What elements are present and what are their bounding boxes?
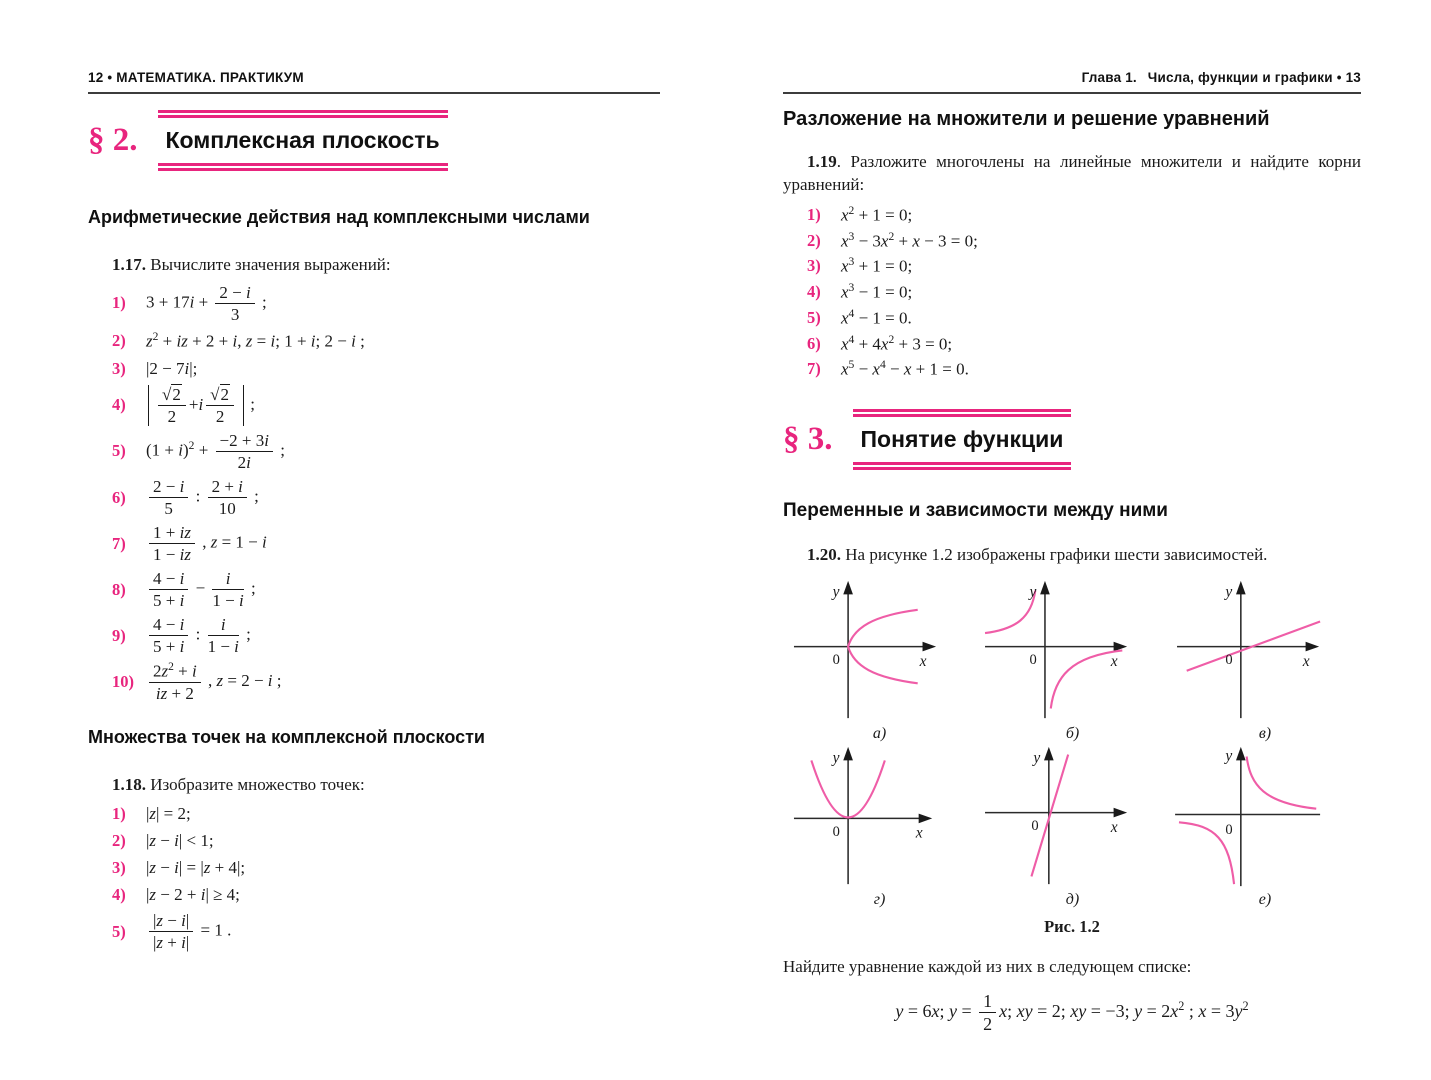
problem-item <box>783 254 1361 278</box>
y-axis-arrow-icon <box>843 747 853 761</box>
y-axis-arrow-icon <box>1236 581 1246 595</box>
item-formula: |2 − 7i|; <box>146 358 198 378</box>
problem-item <box>88 283 660 324</box>
y-axis-arrow-icon <box>843 581 853 595</box>
item-number: 3) <box>112 858 126 878</box>
item-number: 8) <box>112 579 126 599</box>
svg-text:0: 0 <box>1225 652 1233 669</box>
problem-118-text: Изобразите множество точек: <box>150 774 365 794</box>
graph-v-plot <box>1170 577 1360 722</box>
graph-e-plot <box>1170 743 1360 888</box>
item-number: 3) <box>807 256 821 276</box>
graph-e-label: е) <box>1258 891 1272 909</box>
svg-text:0: 0 <box>1030 818 1039 835</box>
problem-item <box>783 203 1361 227</box>
problem-120-text: На рисунке 1.2 изображены графики шести зависимостей. <box>845 545 1268 565</box>
problem-item <box>88 661 660 703</box>
curve-line-steep <box>1031 755 1068 877</box>
subsection-factoring-title: Разложение на множители и решение уравнений <box>783 108 1270 130</box>
item-number: 4) <box>112 395 126 415</box>
problem-item <box>783 332 1361 356</box>
item-number: 5) <box>807 307 821 327</box>
x-axis-arrow-icon <box>918 814 932 824</box>
item-number: 9) <box>112 625 126 645</box>
problem-item <box>88 857 660 879</box>
section-2-heading <box>88 110 660 171</box>
item-formula: |z − 2 + i| ≥ 4; <box>146 885 240 905</box>
section-3-heading <box>783 409 1361 470</box>
item-formula: $x^4 + 4x^2 + 3 = 0$; <box>841 332 953 354</box>
problem-item <box>88 385 660 426</box>
item-number: 4) <box>112 885 126 905</box>
item-formula: |z − i| = |z + 4|; <box>146 858 246 878</box>
left-page <box>88 70 660 957</box>
svg-text:y: y <box>832 583 839 601</box>
curve-hyperbola-q2 <box>985 591 1035 634</box>
graph-v-label: в) <box>1258 725 1272 743</box>
svg-text:y: y <box>1029 583 1036 601</box>
problem-item <box>88 358 660 380</box>
y-axis-arrow-icon <box>1040 581 1050 595</box>
graph-g-plot <box>785 743 975 888</box>
item-formula: $\frac{2 - i}{5}$ : $\frac{2 + i}{10}$ ; <box>146 477 259 518</box>
svg-text:x: x <box>1302 652 1310 670</box>
problem-item <box>88 803 660 825</box>
svg-text:y: y <box>1225 583 1233 601</box>
figure-row-1 <box>783 577 1361 743</box>
svg-text:0: 0 <box>1029 652 1037 669</box>
problem-119-intro <box>783 151 1361 197</box>
section-3-title: Понятие функции <box>860 426 1064 453</box>
item-formula: $\frac{2z^2 + i}{iz + 2}$ , z = 2 − i ; <box>146 661 282 703</box>
problem-item <box>88 830 660 852</box>
graph-g <box>783 743 976 909</box>
problem-120-intro <box>783 544 1361 567</box>
item-number: 1) <box>112 293 126 313</box>
problem-119-number: 1.19 <box>807 152 837 171</box>
item-number: 7) <box>807 359 821 379</box>
problem-120-number: 1.20. <box>807 545 841 565</box>
item-number: 2) <box>112 330 126 350</box>
x-axis-arrow-icon <box>922 642 936 652</box>
item-number: 7) <box>112 533 126 553</box>
problem-item <box>88 523 660 564</box>
problem-item <box>88 329 660 353</box>
item-formula: $\frac{|z - i|}{|z + i|}$ = 1 . <box>146 911 231 952</box>
graph-d-label: д) <box>1065 891 1080 909</box>
x-axis-arrow-icon <box>1306 642 1320 652</box>
item-formula: |z| = 2; <box>146 803 191 823</box>
pink-rule-bottom <box>853 462 1072 470</box>
graph-d <box>976 743 1169 909</box>
right-page-header: Глава 1. Числа, функции и графики • 13 <box>783 70 1361 94</box>
problem-118-number: 1.18. <box>112 774 146 794</box>
item-formula: $z^2$ + iz + 2 + i, z = i; 1 + i; 2 − i ; <box>146 330 365 351</box>
problem-item <box>783 306 1361 330</box>
problem-117-text: Вычислите значения выражений: <box>150 255 391 274</box>
item-formula: $x^3 - 1 = 0$; <box>841 281 913 302</box>
y-axis-arrow-icon <box>1236 747 1246 761</box>
item-formula: $(1 + i)^2$ + $\frac{-2 + 3i}{2i}$ ; <box>146 430 285 472</box>
problem-117-intro <box>88 254 660 277</box>
problem-item <box>783 280 1361 304</box>
item-formula: $\frac{4 - i}{5 + i}$ : $\frac{i}{1 - i}$ ; <box>146 615 251 656</box>
svg-text:0: 0 <box>832 823 840 840</box>
problem-item <box>88 569 660 610</box>
item-number: 2) <box>807 230 821 250</box>
item-number: 6) <box>807 333 821 353</box>
problem-item <box>88 884 660 906</box>
item-number: 10) <box>112 672 134 692</box>
graph-b-plot <box>978 577 1168 722</box>
graph-g-label: г) <box>873 891 886 909</box>
svg-text:x: x <box>1110 818 1118 836</box>
item-formula: $x^5 - x^4 - x + 1 = 0$. <box>841 358 969 380</box>
x-axis-arrow-icon <box>1113 808 1127 818</box>
figure-caption: Рис. 1.2 <box>1044 917 1100 937</box>
item-number: 4) <box>807 282 821 301</box>
problem-item <box>88 431 660 472</box>
item-number: 5) <box>112 921 126 941</box>
item-formula: $\frac{4 - i}{5 + i}$ − $\frac{i}{1 - i}$ ; <box>146 569 256 610</box>
section-3-title-box <box>853 409 1072 470</box>
left-page-header: 12 • МАТЕМАТИКА. ПРАКТИКУМ <box>88 70 660 94</box>
item-number: 1) <box>112 803 126 823</box>
problem-118-intro <box>88 774 660 797</box>
graph-d-plot <box>978 743 1168 888</box>
problem-117-items <box>88 283 660 703</box>
item-number: 3) <box>112 358 126 378</box>
pink-rule-bottom <box>158 163 448 171</box>
item-number: 6) <box>112 487 126 507</box>
problem-117-number: 1.17. <box>112 255 146 274</box>
figure-1-2 <box>783 577 1361 909</box>
item-formula: $x^2 + 1 = 0$; <box>841 203 913 225</box>
subsection-arithmetic-title: Арифметические действия над комплексными числами <box>88 207 590 227</box>
svg-text:x: x <box>919 652 926 670</box>
curve-hyperbola-q1 <box>1247 757 1317 809</box>
item-number: 1) <box>807 204 821 224</box>
problem-119-items <box>783 203 1361 381</box>
find-equation-text: Найдите уравнение каждой из них в следующем списке: <box>783 957 1192 977</box>
item-formula: $\frac{1 + iz}{1 - iz}$ , z = 1 − i <box>146 523 267 564</box>
item-formula: $\frac{√2}{2}$ + i $\frac{√2}{2}$ ; <box>146 385 255 426</box>
equation-list: y = 6x; y = $\frac{1}{2}$ x; xy = 2; xy = −3; $y = 2x^2$ ; $x = 3y^2$ <box>895 991 1249 1035</box>
problem-119-text: . Разложите многочлены на линейные множители и найдите корни уравнений: <box>783 152 1361 194</box>
item-formula: |z − i| < 1; <box>146 830 214 850</box>
y-axis-arrow-icon <box>1044 747 1054 761</box>
section-2-title-box <box>158 110 448 171</box>
svg-text:y: y <box>1225 747 1233 765</box>
figure-row-2 <box>783 743 1361 909</box>
graph-v <box>1169 577 1361 743</box>
graph-a-label: а) <box>872 725 887 743</box>
graph-e <box>1169 743 1361 909</box>
problem-item <box>783 229 1361 253</box>
svg-text:x: x <box>915 824 923 842</box>
pink-rule-top <box>158 110 448 118</box>
section-3-mark: § 3. <box>783 421 833 458</box>
svg-text:y: y <box>1032 749 1040 767</box>
graph-b <box>976 577 1169 743</box>
problem-item <box>88 477 660 518</box>
subsection-variables-title: Переменные и зависимости между ними <box>783 500 1168 522</box>
graph-a <box>783 577 976 743</box>
problem-item <box>88 911 660 952</box>
svg-text:y: y <box>832 749 839 767</box>
svg-text:0: 0 <box>832 652 840 669</box>
pink-rule-top <box>853 409 1072 417</box>
problem-item <box>783 357 1361 381</box>
svg-text:0: 0 <box>1225 821 1233 838</box>
graph-a-plot <box>785 577 975 722</box>
item-formula: $x^3 + 1 = 0$; <box>841 255 913 277</box>
item-formula: 3 + 17i + $\frac{2 - i}{3}$ ; <box>146 282 267 324</box>
item-formula: $x^4 - 1 = 0$. <box>841 306 912 328</box>
svg-text:x: x <box>1110 652 1118 670</box>
item-formula: $x^3 - 3x^2 + x - 3 = 0$; <box>841 229 978 251</box>
item-number: 5) <box>112 441 126 461</box>
subsection-point-sets-title: Множества точек на комплексной плоскости <box>88 726 485 747</box>
section-2-title: Комплексная плоскость <box>165 127 440 153</box>
graph-b-label: б) <box>1065 725 1080 743</box>
right-page <box>783 70 1361 1034</box>
item-number: 2) <box>112 831 126 851</box>
section-2-mark: § 2. <box>88 122 138 158</box>
problem-item <box>88 615 660 656</box>
problem-118-items <box>88 803 660 952</box>
